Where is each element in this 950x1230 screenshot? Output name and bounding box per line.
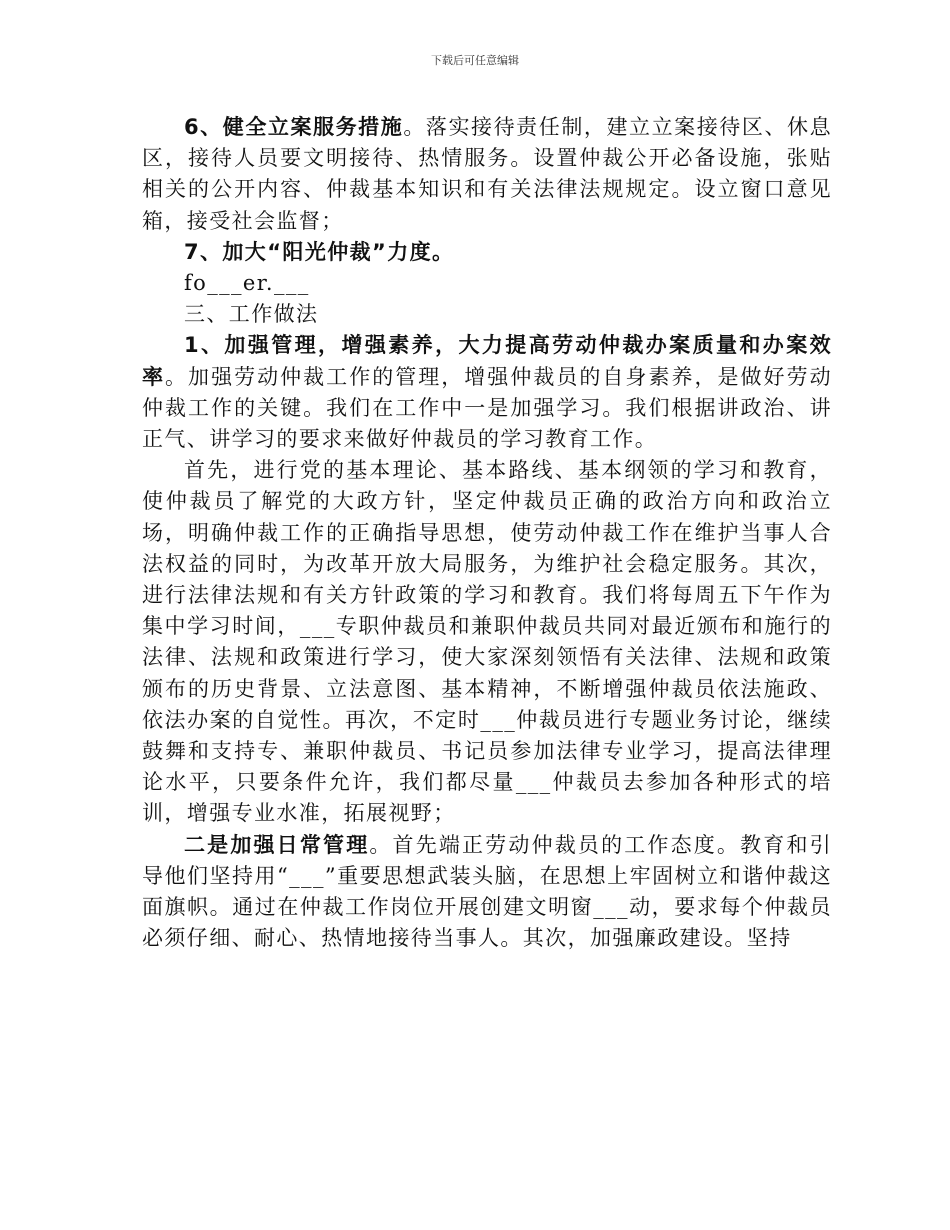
paragraph-management: [142, 830, 832, 955]
paragraph-7-heading: 7、加大“阳光仲裁”力度。: [184, 239, 455, 264]
paragraph-1-text: 。加强劳动仲裁工作的管理，增强仲裁员的自身素养，是做好劳动仲裁工作的关键。我们在工作中一是加强学习。我们根据讲政治、讲正气、讲学习的要求来做好仲裁员的学习教育工作。: [142, 364, 832, 452]
paragraph-7: [142, 237, 832, 268]
paragraph-fragment: [142, 268, 832, 299]
paragraph-study-text: 首先，进行党的基本理论、基本路线、基本纲领的学习和教育，使仲裁员了解党的大政方针，坚定仲裁员正确的政治方向和政治立场，明确仲裁工作的正确指导思想，使劳动仲裁工作在维护当事人合法权益的同时，为改革开放大局服务，为维护社会稳定服务。其次，进行法律法规和有关方针政策的学习和教育。我们将每周五下午作为集中学习时间，___专职仲裁员和兼职仲裁员共同对最近颁布和施行的法律、法规和政策进行学习，使大家深刻领悟有关法律、法规和政策颁布的历史背景、立法意图、基本精神，不断增强仲裁员依法施政、依法办案的自觉性。再次，不定时___仲裁员进行专题业务讨论，继续鼓舞和支持专、兼职仲裁员、书记员参加法律专业学习，提高法律理论水平，只要条件允许，我们都尽量___仲裁员去参加各种形式的培训，增强专业水准，拓展视野；: [142, 458, 832, 826]
section-heading: [142, 299, 832, 330]
paragraph-1: [142, 330, 832, 455]
paragraph-management-text: 。首先端正劳动仲裁员的工作态度。教育和引导他们坚持用“___”重要思想武装头脑，在思想上牢固树立和谐仲裁这面旗帜。通过在仲裁工作岗位开展创建文明窗___动，要求每个仲裁员必须仔细、耐心、热情地接待当事人。其次，加强廉政建设。坚持: [142, 832, 833, 951]
paragraph-study: [142, 455, 832, 829]
document-body: [142, 112, 832, 954]
section-heading-text: 三、工作做法: [184, 302, 319, 327]
paragraph-management-heading: 二是加强日常管理: [184, 832, 370, 857]
paragraph-6-text: 。落实接待责任制，建立立案接待区、休息区，接待人员要文明接待、热情服务。设置仲裁公开必备设施，张贴相关的公开内容、仲裁基本知识和有关法律法规规定。设立窗口意见箱，接受社会监督；: [142, 115, 832, 233]
fragment-text: fo___er.___: [184, 271, 310, 296]
page-header: 下载后可任意编辑: [431, 54, 519, 67]
paragraph-6: [142, 112, 832, 237]
paragraph-1-heading: 1、加强管理，增强素养，大力提高劳动仲裁办案质量和办案效率: [142, 333, 832, 389]
paragraph-6-heading: 6、健全立案服务措施: [184, 115, 404, 139]
